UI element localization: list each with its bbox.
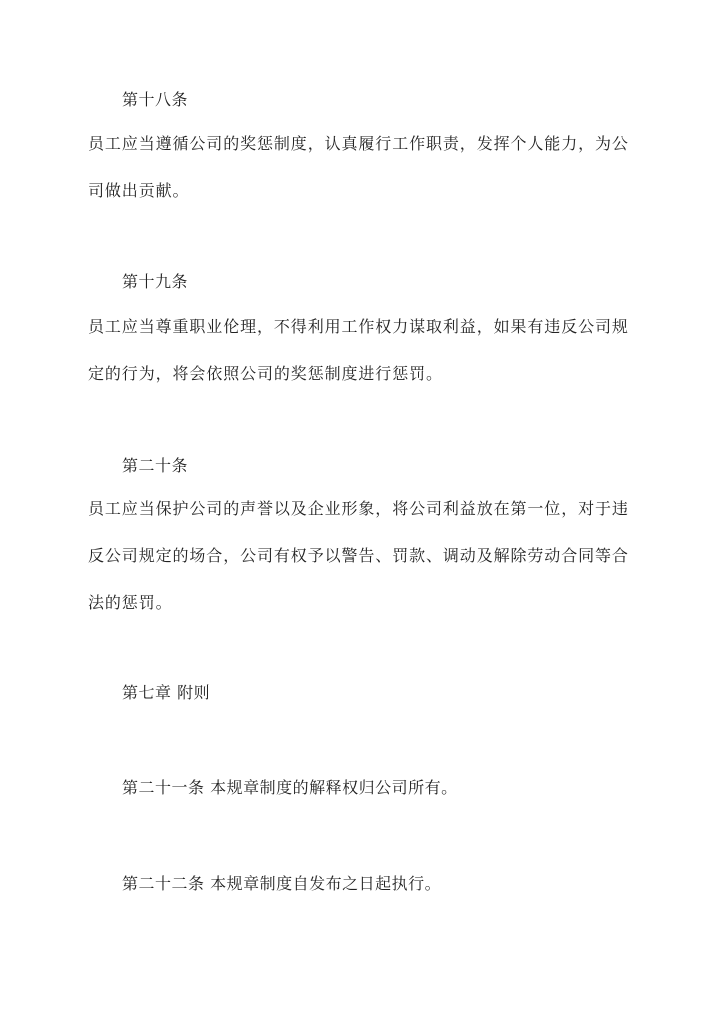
article-19-line-1: 员工应当尊重职业伦理，不得利用工作权力谋取利益，如果有违反公司规 <box>88 317 629 336</box>
article-18-line-1: 员工应当遵循公司的奖惩制度，认真履行工作职责，发挥个人能力，为公 <box>88 134 629 153</box>
article-18-body <box>88 120 634 214</box>
article-21-text: 第二十一条 本规章制度的解释权归公司所有。 <box>122 778 458 797</box>
article-18-line-2: 司做出贡献。 <box>88 181 190 200</box>
article-19-line-2: 定的行为，将会依照公司的奖惩制度进行惩罚。 <box>88 364 443 383</box>
article-19-heading: 第十九条 <box>122 272 189 291</box>
article-20-body <box>88 485 634 626</box>
article-20-heading: 第二十条 <box>122 456 189 475</box>
article-20-line-1: 员工应当保护公司的声誉以及企业形象，将公司利益放在第一位，对于违 <box>88 499 629 518</box>
article-19-body <box>88 303 634 397</box>
article-20-line-2: 反公司规定的场合，公司有权予以警告、罚款、调动及解除劳动合同等合 <box>88 546 629 565</box>
article-18-heading: 第十八条 <box>122 90 189 109</box>
article-20-line-3: 法的惩罚。 <box>88 593 173 612</box>
article-22-text: 第二十二条 本规章制度自发布之日起执行。 <box>122 874 442 893</box>
chapter-7-heading: 第七章 附则 <box>122 683 211 702</box>
